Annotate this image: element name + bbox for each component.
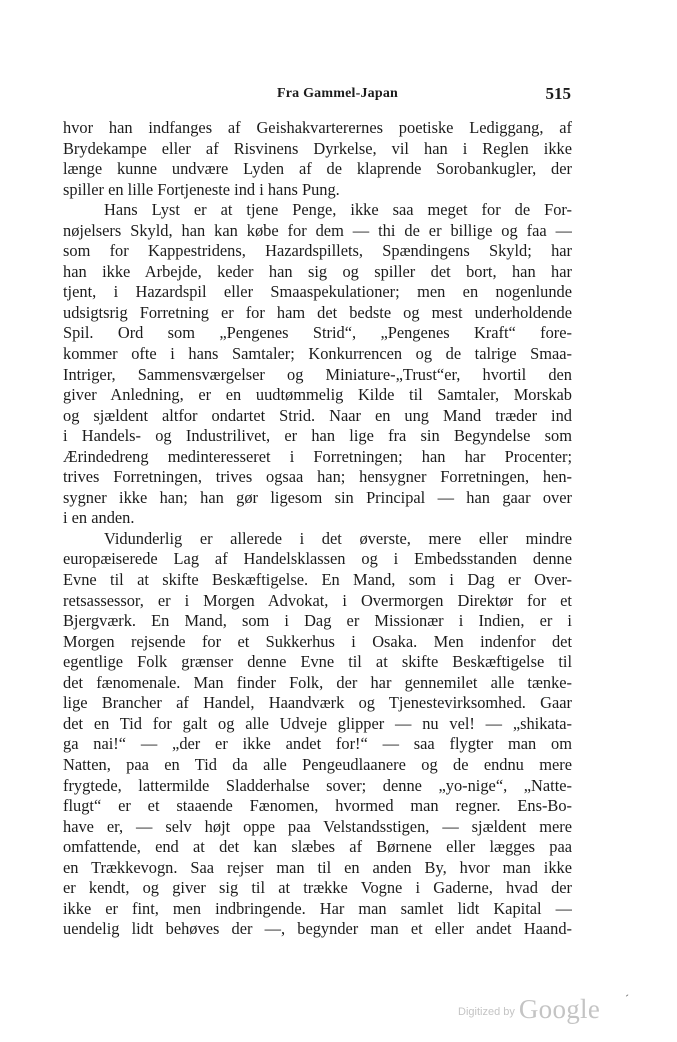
text-line: Natten, paa en Tid da alle Pengeudlaanere og de endnu mere (63, 754, 572, 774)
text-line: ikke er fint, men indbringende. Har man samlet lidt Kapital — (63, 898, 572, 918)
page-number: 515 (545, 84, 571, 103)
text-line: omfattende, end at det kan slæbes af Børnene eller lægges paa (63, 837, 572, 857)
text-line: spiller en lille Fortjeneste ind i hans Pung. (63, 179, 340, 199)
text-line: som for Kappestridens, Hazardspillets, Spændingens Skyld; har (63, 241, 572, 261)
text-line: Bjergværk. En Mand, som i Dag er Missionær i Indien, er i (63, 611, 572, 631)
text-line: Intriger, Sammensværgelser og Miniature-„Trust“er, hvortil den (63, 364, 572, 384)
digitized-by-google-watermark (458, 994, 600, 1025)
text-line: uendelig lidt behøves der —, begynder man et eller andet Haand- (63, 919, 572, 939)
text-line: lige Brancher af Handel, Haandværk og Tjenestevirksomhed. Gaar (63, 693, 572, 713)
text-line: egentlige Folk grænser denne Evne til at skifte Beskæftigelse til (63, 652, 572, 672)
text-line: kommer ofte i hans Samtaler; Konkurrencen og de talrige Smaa- (63, 344, 572, 364)
digitized-label: Digitized by (458, 1006, 515, 1018)
google-logo: Google (518, 994, 601, 1024)
text-line: han ikke Arbejde, keder han sig og spiller det bort, han har (63, 261, 572, 281)
text-line: Evne til at skifte Beskæftigelse. En Mand, som i Dag er Over- (63, 570, 572, 590)
text-line: Ærindedreng medinteresseret i Forretningen; han har Procenter; (63, 446, 572, 466)
text-line: retsassessor, er i Morgen Advokat, i Overmorgen Direktør for et (63, 590, 572, 610)
body-text (63, 118, 572, 940)
text-line: ga nai!“ — „der er ikke andet for!“ — saa flygter man om (63, 734, 572, 754)
text-line: giver Anledning, er en uudtømmelig Kilde til Samtaler, Morskab (63, 385, 572, 405)
text-line: trives Forretningen, trives ogsaa han; hensygner Forretningen, hen- (63, 467, 572, 487)
text-line: frygtede, lattermilde Sladderhalse sover; denne „yo-nige“, „Natte- (63, 775, 572, 795)
running-title: Fra Gammel-Japan (277, 86, 399, 101)
text-line: en Trækkevogn. Saa rejser man til en anden By, hvor man ikke (63, 857, 572, 877)
text-line: og sjældent altfor ondartet Strid. Naar en ung Mand træder ind (63, 405, 572, 425)
text-line: udsigtsrig Forretning er for ham det bedste og mest underholdende (63, 302, 572, 322)
text-line: i Handels- og Industrilivet, er han lige fra sin Begyndelse som (63, 426, 572, 446)
text-line: længe kunne undvære Lyden af de klaprende Sorobankugler, der (63, 159, 572, 179)
text-line: det fænomenale. Man finder Folk, der har gennemilet alle tænke- (63, 672, 572, 692)
text-line: flugt“ er et staaende Fænomen, hvormed man regner. Ens-Bo- (63, 796, 572, 816)
text-line: det en Tid for galt og alle Udveje glipper — nu vel! — „shikata- (63, 713, 572, 733)
text-line: europæiserede Lag af Handelsklassen og i Embedsstanden denne (63, 549, 572, 569)
text-line: nøjelsers Skyld, han kan købe for dem — thi de er billige og faa — (63, 220, 572, 240)
text-line: Spil. Ord som „Pengenes Strid“, „Pengenes Kraft“ fore- (63, 323, 572, 343)
paragraph-first-line: Vidunderlig er allerede i det øverste, mere eller mindre (104, 528, 572, 548)
text-line: Morgen rejsende for et Sukkerhus i Osaka. Men indenfor det (63, 631, 572, 651)
text-line: Brydekampe eller af Risvinens Dyrkelse, vil han i Reglen ikke (63, 138, 572, 158)
paragraph-first-line: Hans Lyst er at tjene Penge, ikke saa meget for de For- (104, 200, 572, 220)
text-line: sygner ikke han; han gør ligesom sin Principal — han gaar over (63, 487, 572, 507)
text-line: er kendt, og giver sig til at trække Vogne i Gaderne, hvad der (63, 878, 572, 898)
text-line: tjent, i Hazardspil eller Smaaspekulationer; men en nogenlunde (63, 282, 572, 302)
text-line: have er, — selv højt oppe paa Velstandsstigen, — sjældent mere (63, 816, 572, 836)
text-line: hvor han indfanges af Geishakvarterernes poetiske Lediggang, af (63, 118, 572, 137)
text-line: i en anden. (63, 508, 135, 528)
margin-mark: ˊ (625, 992, 629, 1006)
